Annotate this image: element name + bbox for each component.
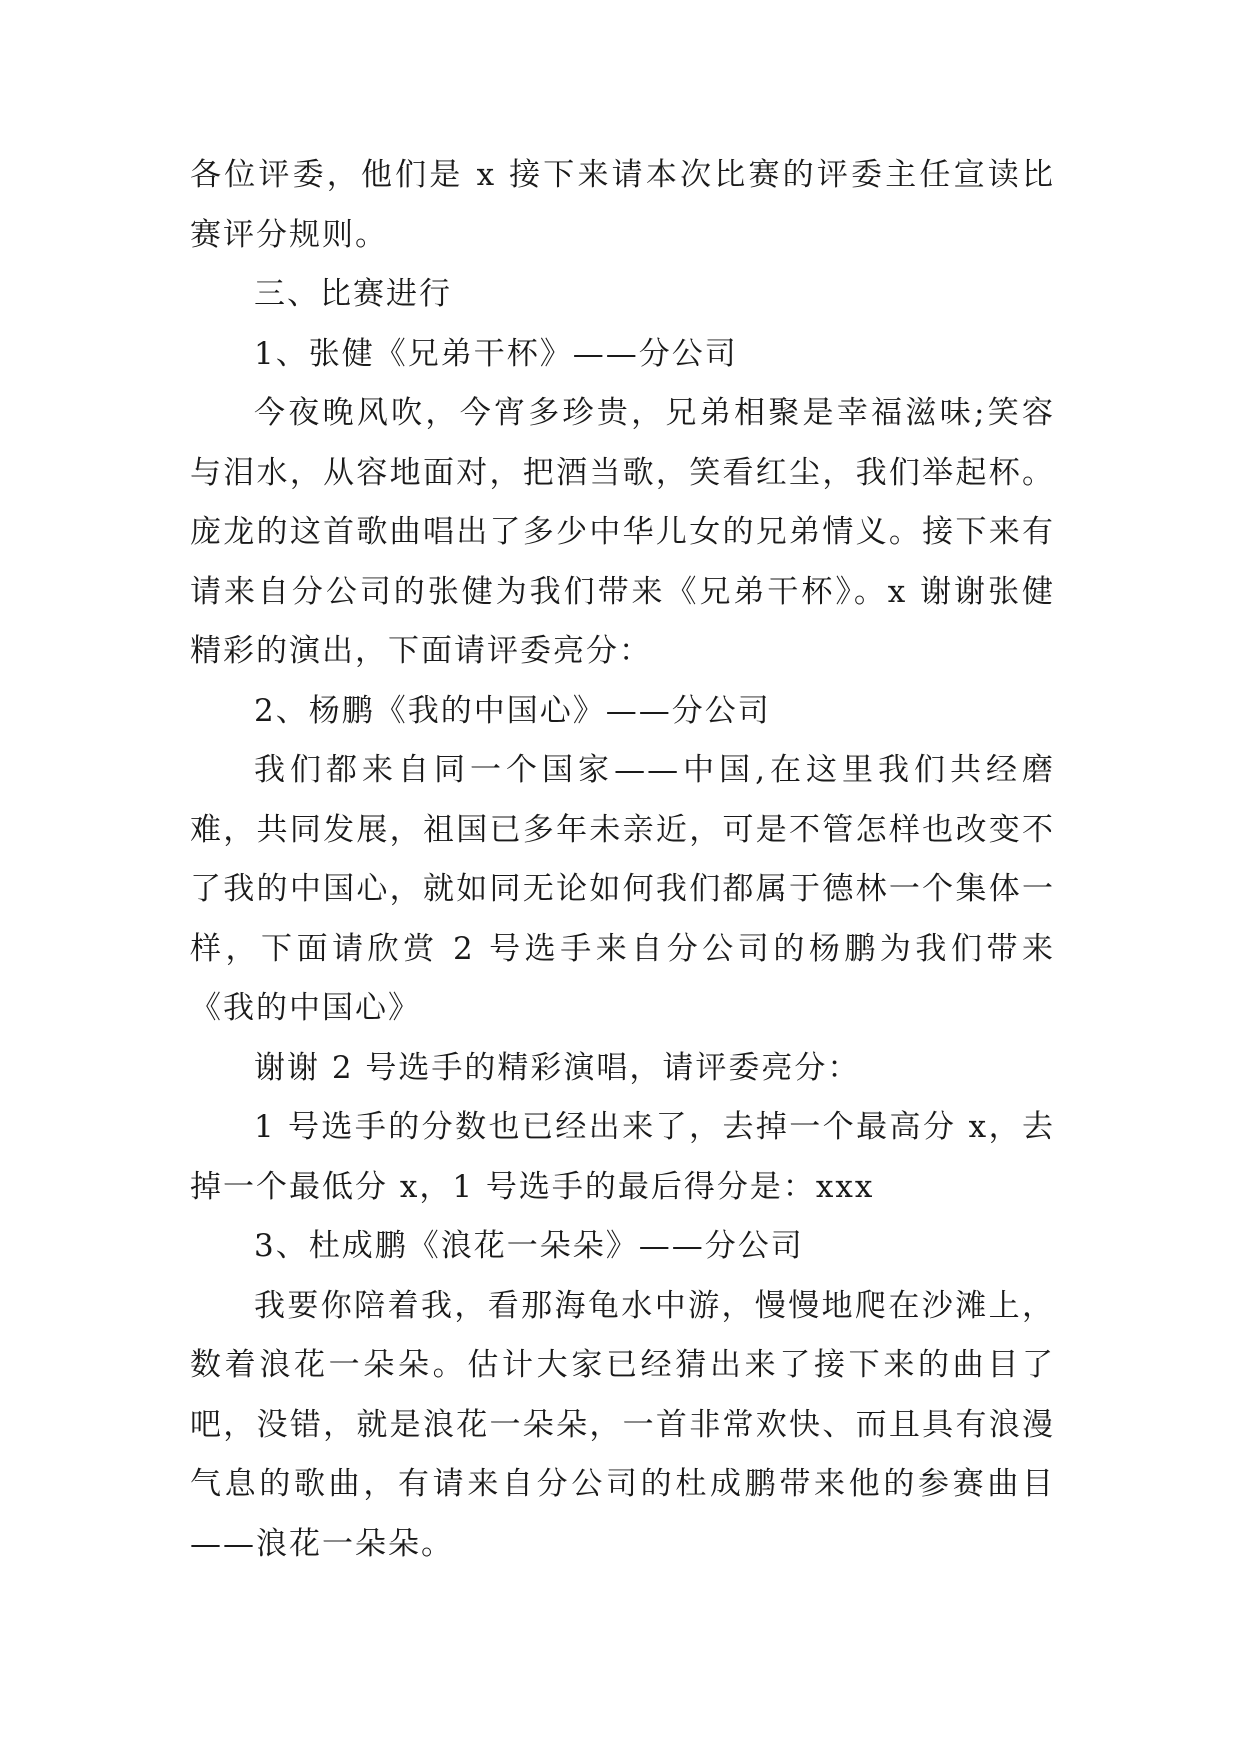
performer-2-heading: 2、杨鹏《我的中国心》——分公司: [254, 692, 771, 729]
paragraph-judges-intro: 各位评委，他们是 x 接下来请本次比赛的评委主任宣读比赛评分规则。: [190, 157, 1055, 253]
performer-3-heading: 3、杜成鹏《浪花一朵朵》——分公司: [254, 1228, 804, 1264]
paragraph-performer-3-intro: 我要你陪着我，看那海龟水中游，慢慢地爬在沙滩上，数着浪花一朵朵。估计大家已经猜出来了接下来的曲目了吧，没错，就是浪花一朵朵，一首非常欢快、而且具有浪漫气息的歌曲，有请来自分公司的杜成鹏带来他的参赛曲目——浪花一朵朵。: [190, 1287, 1055, 1562]
performer-1-heading: 1、张健《兄弟干杯》——分公司: [254, 335, 738, 372]
paragraph-performer-2-thanks: 谢谢 2 号选手的精彩演唱，请评委亮分：: [254, 1049, 861, 1086]
paragraph-performer-1-intro: 今夜晚风吹，今宵多珍贵，兄弟相聚是幸福滋味;笑容与泪水，从容地面对，把酒当歌，笑看红尘，我们举起杯。庞龙的这首歌曲唱出了多少中华儿女的兄弟情义。接下来有请来自分公司的张健为我们带来《兄弟干杯》。x 谢谢张健精彩的演出，下面请评委亮分：: [190, 395, 1055, 669]
paragraph-performer-1-score: 1 号选手的分数也已经出来了，去掉一个最高分 x，去掉一个最低分 x，1 号选手的最后得分是：xxx: [190, 1109, 1055, 1205]
section-heading-competition: 三、比赛进行: [254, 276, 452, 312]
paragraph-performer-2-intro: 我们都来自同一个国家——中国,在这里我们共经磨难，共同发展，祖国已多年未亲近，可是不管怎样也改变不了我的中国心，就如同无论如何我们都属于德林一个集体一样，下面请欣赏 2 号选手来自分公司的杨鹏为我们带来《我的中国心》: [190, 752, 1055, 1026]
document-body: [190, 146, 1055, 1574]
